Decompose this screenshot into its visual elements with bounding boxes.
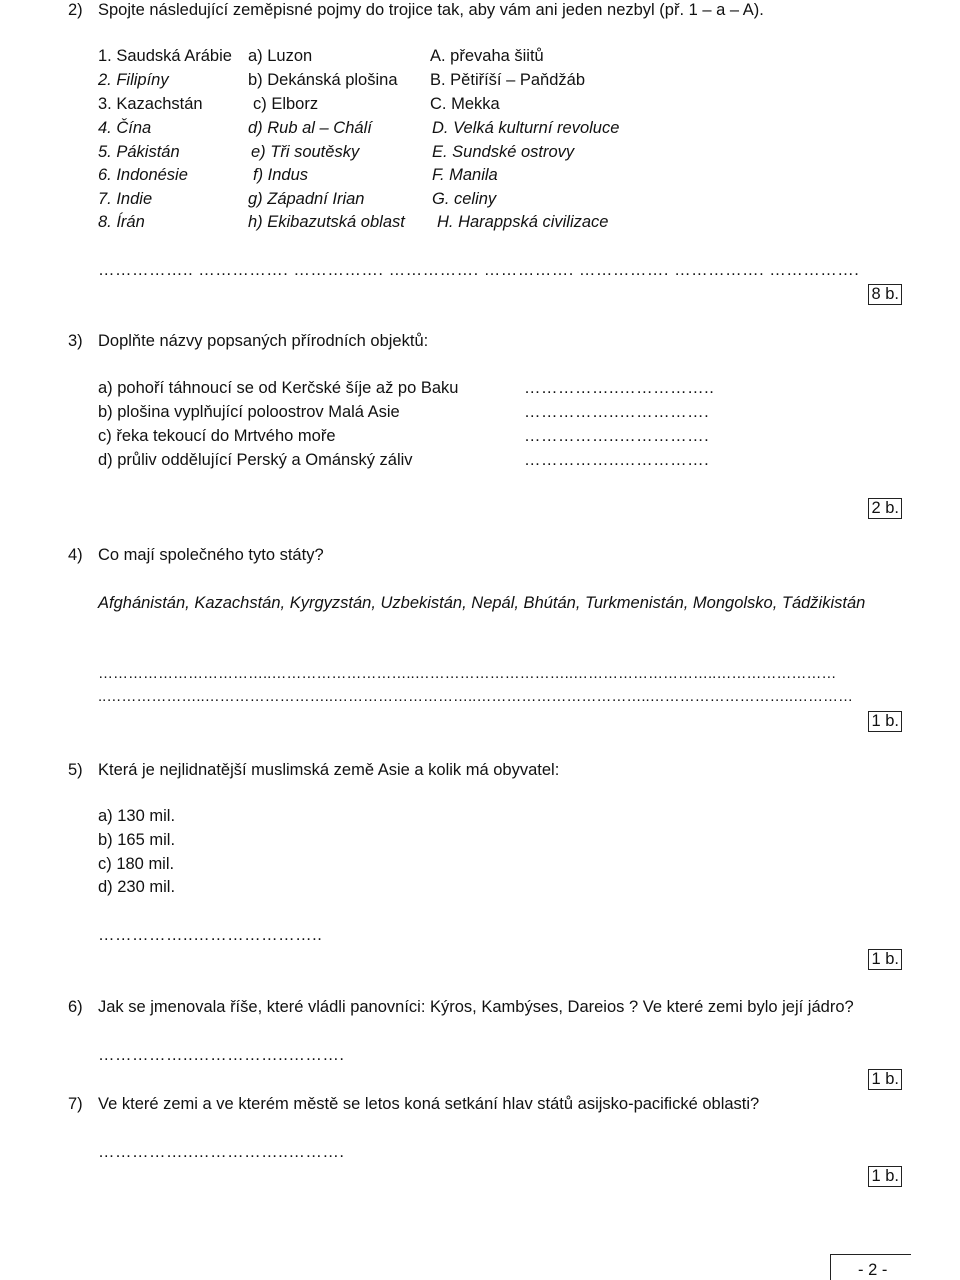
q3-item: d) průliv oddělující Perský a Ománský záliv — [98, 451, 413, 469]
q2-col1-item: 7. Indie — [98, 190, 153, 208]
q4-answer-line[interactable]: ..………………..……………………..………………………..……………………………..………………………..………… — [98, 688, 854, 705]
q2-col2-item: a) Luzon — [248, 47, 313, 65]
q2-col3-item: E. Sundské ostrovy — [432, 143, 575, 161]
q5-option: c) 180 mil. — [98, 855, 175, 873]
q2-col3-item: C. Mekka — [430, 95, 500, 113]
q2-col2-item: d) Rub al – Chálí — [248, 119, 372, 137]
q2-col2-item: c) Elborz — [253, 95, 319, 113]
q2-col2-item: e) Tři soutěsky — [251, 143, 360, 161]
q2-col1-item: 6. Indonésie — [98, 166, 188, 184]
q2-col1-item: 8. Írán — [98, 213, 145, 231]
q7-number: 7) — [68, 1095, 83, 1113]
q2-col1-item: 2. Filipíny — [98, 71, 169, 89]
q7-points-badge: 1 b. — [868, 1166, 902, 1187]
q2-col3-item: D. Velká kulturní revoluce — [432, 119, 620, 137]
q4-number: 4) — [68, 546, 83, 564]
q2-col2-item: g) Západní Irian — [248, 190, 365, 208]
q3-answer-line[interactable]: ……………..…………….. — [524, 379, 715, 397]
q6-text: Jak se jmenovala říše, které vládli panovníci: Kýros, Kambýses, Dareios ? Ve které zemi bylo její jádro? — [98, 998, 854, 1016]
q7-text: Ve které zemi a ve kterém městě se letos koná setkání hlav států asijsko-pacifické oblasti? — [98, 1095, 760, 1113]
q3-points-badge: 2 b. — [868, 498, 902, 519]
q2-col3-item: A. převaha šiitů — [430, 47, 544, 65]
q4-points-badge: 1 b. — [868, 711, 902, 732]
q2-answer-line[interactable]: …………….. ……………. ……………. ……………. ……………. ……………. ……………. ……………. — [98, 261, 860, 279]
q6-answer-line[interactable]: ……………..……………..………. — [98, 1046, 345, 1064]
q4-country-list: Afghánistán, Kazachstán, Kyrgyzstán, Uzbekistán, Nepál, Bhútán, Turkmenistán, Mongolsko, Tádžikistán — [98, 594, 866, 612]
q3-item: b) plošina vyplňující poloostrov Malá Asie — [98, 403, 400, 421]
q2-col1-item: 3. Kazachstán — [98, 95, 203, 113]
q5-option: d) 230 mil. — [98, 878, 176, 896]
q7-answer-line[interactable]: ……………..……………..………. — [98, 1143, 345, 1161]
q3-text: Doplňte názvy popsaných přírodních objektů: — [98, 332, 429, 350]
q2-col1-item: 4. Čína — [98, 119, 152, 137]
q3-answer-line[interactable]: ……………..……………. — [524, 427, 710, 445]
q5-points-badge: 1 b. — [868, 949, 902, 970]
q3-answer-line[interactable]: ……………..……………. — [524, 403, 710, 421]
q2-col3-item: B. Pětiříší – Paňdžáb — [430, 71, 586, 89]
q5-option: a) 130 mil. — [98, 807, 176, 825]
q5-number: 5) — [68, 761, 83, 779]
q4-answer-line[interactable]: ……………………………..………………………..…………………………..………………………..…………………… — [98, 665, 837, 682]
q2-col2-item: f) Indus — [253, 166, 309, 184]
q5-answer-line[interactable]: ……………..………………….. — [98, 926, 323, 944]
q3-item: a) pohoří táhnoucí se od Kerčské šíje až po Baku — [98, 379, 459, 397]
q2-col1-item: 1. Saudská Arábie — [98, 47, 232, 65]
page-number: - 2 - — [858, 1261, 888, 1279]
q2-col3-item: G. celiny — [432, 190, 497, 208]
q5-text: Která je nejlidnatější muslimská země Asie a kolik má obyvatel: — [98, 761, 560, 779]
q2-col2-item: b) Dekánská plošina — [248, 71, 398, 89]
q3-answer-line[interactable]: ……………..……………. — [524, 451, 710, 469]
q2-text: Spojte následující zeměpisné pojmy do trojice tak, aby vám ani jeden nezbyl (př. 1 – a – A). — [98, 1, 764, 19]
q6-points-badge: 1 b. — [868, 1069, 902, 1090]
q2-col3-item: F. Manila — [432, 166, 498, 184]
q2-col1-item: 5. Pákistán — [98, 143, 180, 161]
q2-col2-item: h) Ekibazutská oblast — [248, 213, 405, 231]
q2-number: 2) — [68, 1, 83, 19]
q4-text: Co mají společného tyto státy? — [98, 546, 324, 564]
q6-number: 6) — [68, 998, 83, 1016]
q5-option: b) 165 mil. — [98, 831, 176, 849]
q3-number: 3) — [68, 332, 83, 350]
q2-col3-item: H. Harappská civilizace — [437, 213, 609, 231]
q3-item: c) řeka tekoucí do Mrtvého moře — [98, 427, 336, 445]
q2-points-badge: 8 b. — [868, 284, 902, 305]
